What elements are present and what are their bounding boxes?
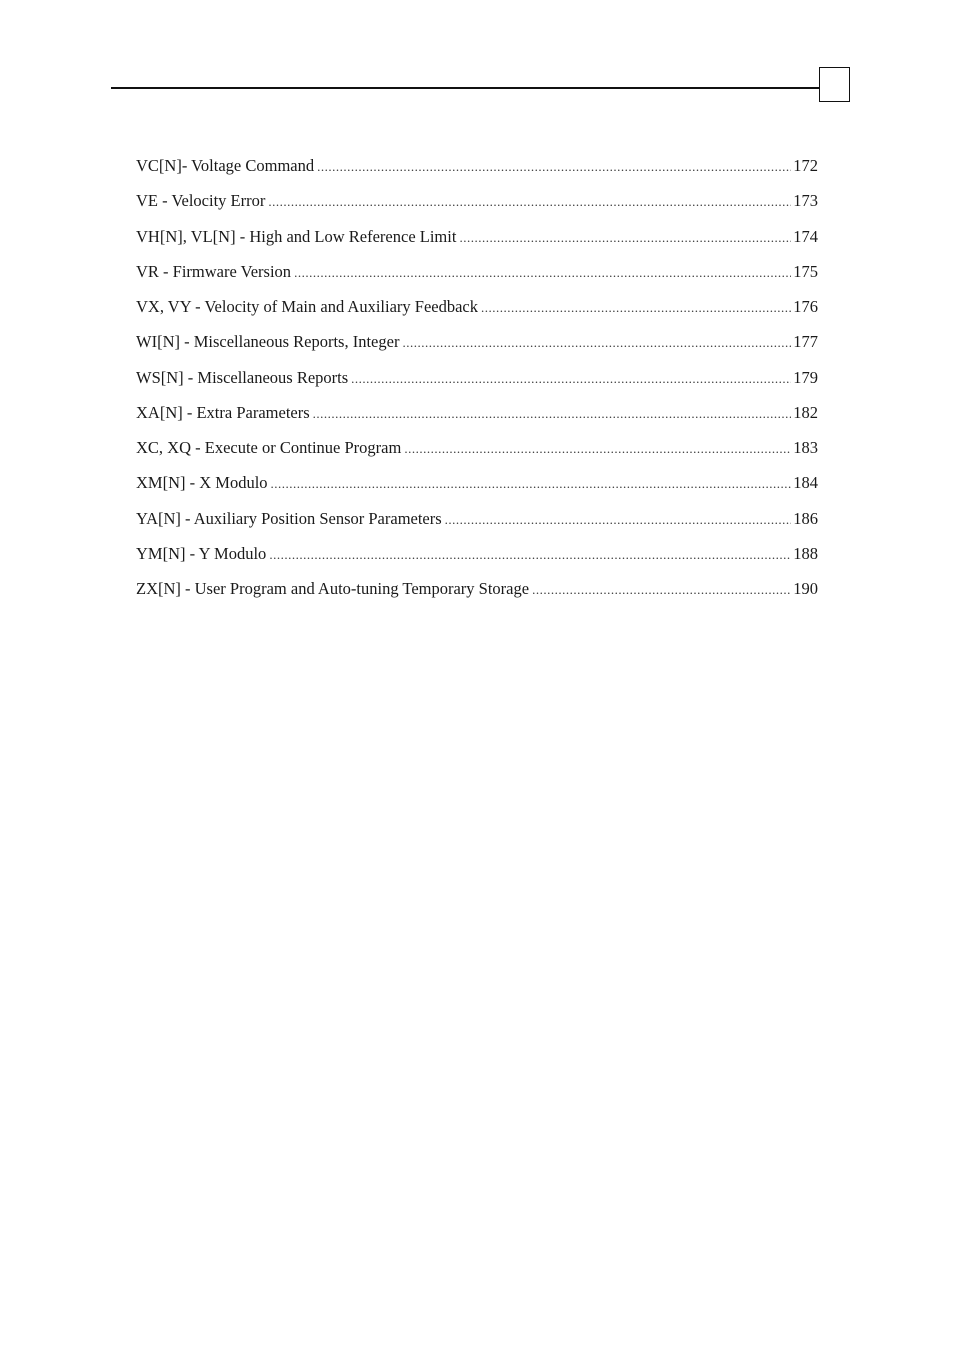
toc-entry[interactable]	[136, 576, 818, 611]
toc-entry-page: 186	[793, 508, 818, 528]
toc-entry-page: 177	[793, 332, 818, 352]
toc-leader-dots	[269, 542, 791, 568]
toc-entry-title: VX, VY - Velocity of Main and Auxiliary Feedback	[136, 297, 479, 316]
toc-entry-page: 184	[793, 473, 818, 493]
toc-entry[interactable]	[136, 188, 818, 223]
toc-entry-title: VR - Firmware Version	[136, 261, 292, 281]
toc-leader-dots	[271, 471, 792, 497]
toc-entry-title: WS[N] - Miscellaneous Reports	[136, 367, 349, 387]
toc-entry-title: VH[N], VL[N] - High and Low Reference Limit	[136, 226, 457, 246]
toc-leader-dots	[404, 436, 791, 462]
toc-leader-dots	[317, 154, 791, 180]
toc-entry[interactable]	[136, 400, 818, 435]
header-rule	[111, 87, 819, 89]
toc-entry[interactable]	[136, 541, 818, 576]
toc-leader-dots	[459, 225, 791, 251]
toc-entry[interactable]	[136, 435, 818, 470]
table-of-contents	[136, 153, 818, 611]
toc-entry-page: 176	[793, 297, 818, 316]
toc-leader-dots	[402, 330, 791, 356]
page-number-box	[819, 67, 850, 102]
toc-entry-page: 179	[793, 367, 818, 387]
toc-leader-dots	[351, 366, 791, 392]
toc-entry[interactable]	[136, 470, 818, 505]
toc-leader-dots	[481, 295, 791, 321]
toc-entry-title: VC[N]- Voltage Command	[136, 156, 315, 175]
toc-entry-page: 172	[793, 156, 818, 175]
toc-entry-title: XA[N] - Extra Parameters	[136, 402, 310, 422]
toc-leader-dots	[445, 507, 792, 533]
toc-entry-title: YA[N] - Auxiliary Position Sensor Parameters	[136, 508, 442, 528]
toc-entry-title: XC, XQ - Execute or Continue Program	[136, 438, 402, 457]
toc-entry[interactable]	[136, 224, 818, 259]
toc-entry[interactable]	[136, 153, 818, 188]
toc-leader-dots	[532, 577, 791, 603]
toc-entry-title: XM[N] - X Modulo	[136, 473, 268, 493]
toc-entry-page: 182	[793, 402, 818, 422]
toc-entry-title: ZX[N] - User Program and Auto-tuning Temporary Storage	[136, 579, 530, 598]
toc-entry-title: WI[N] - Miscellaneous Reports, Integer	[136, 332, 400, 352]
toc-entry-page: 190	[793, 579, 818, 598]
toc-leader-dots	[313, 401, 792, 427]
toc-entry[interactable]	[136, 329, 818, 364]
toc-leader-dots	[268, 189, 791, 215]
toc-entry-page: 173	[793, 191, 818, 211]
toc-entry-page: 183	[793, 438, 818, 457]
toc-entry[interactable]	[136, 506, 818, 541]
toc-entry-page: 188	[793, 543, 818, 563]
toc-entry[interactable]	[136, 365, 818, 400]
toc-entry-title: VE - Velocity Error	[136, 191, 266, 211]
toc-entry[interactable]	[136, 259, 818, 294]
toc-entry[interactable]	[136, 294, 818, 329]
toc-entry-page: 175	[793, 261, 818, 281]
toc-leader-dots	[294, 260, 791, 286]
toc-entry-title: YM[N] - Y Modulo	[136, 543, 267, 563]
toc-entry-page: 174	[793, 226, 818, 246]
